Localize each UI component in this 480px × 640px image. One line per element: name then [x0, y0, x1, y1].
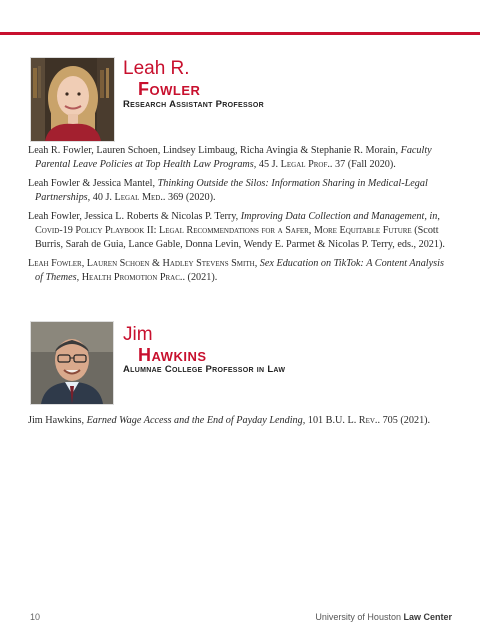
jim-last-name: Hawkins [138, 345, 207, 365]
footer-brand: University of Houston Law Center [315, 612, 452, 622]
leah-last-name: Fowler [138, 79, 201, 99]
leah-publications [28, 144, 453, 290]
leah-first-name: Leah R. [123, 58, 190, 79]
top-accent-rule [0, 32, 480, 35]
publication-item: Leah Fowler, Jessica L. Roberts & Nicolas P. Terry, Improving Data Collection and Management, in, Covid-19 Policy Playbook II: Legal Recommendations for a Safer, More Equitable Future (Scott Burris, Sarah de Guia, Lance Gable, Donna Levin, Wendy E. Parmet & Nicolas P. Terry, eds., 2021). [28, 211, 445, 250]
jim-title: Alumnae College Professor in Law [123, 364, 286, 375]
publication-item: Jim Hawkins, Earned Wage Access and the End of Payday Lending, 101 B.U. L. Rev.. 705 (2021). [28, 415, 431, 426]
jim-publications [28, 414, 453, 434]
jim-hawkins-portrait [30, 321, 114, 405]
jim-first-name: Jim [123, 324, 153, 345]
publication-item: Leah Fowler & Jessica Mantel, Thinking Outside the Silos: Information Sharing in Medical-Legal Partnerships, 40 J. Legal Med.. 369 (2020). [28, 178, 428, 203]
publication-item: Leah R. Fowler, Lauren Schoen, Lindsey Limbaug, Richa Avingia & Stephanie R. Morain, Faculty Parental Leave Policies at Top Health Law Programs, 45 J. Legal Prof.. 37 (Fall 2020). [28, 145, 432, 170]
leah-fowler-portrait [30, 57, 115, 142]
leah-title: Research Assistant Professor [123, 99, 264, 110]
page-number: 10 [30, 612, 41, 622]
publication-item: Leah Fowler, Lauren Schoen & Hadley Stevens Smith, Sex Education on TikTok: A Content Analysis of Themes, Health Promotion Prac.. (2021). [28, 258, 444, 283]
